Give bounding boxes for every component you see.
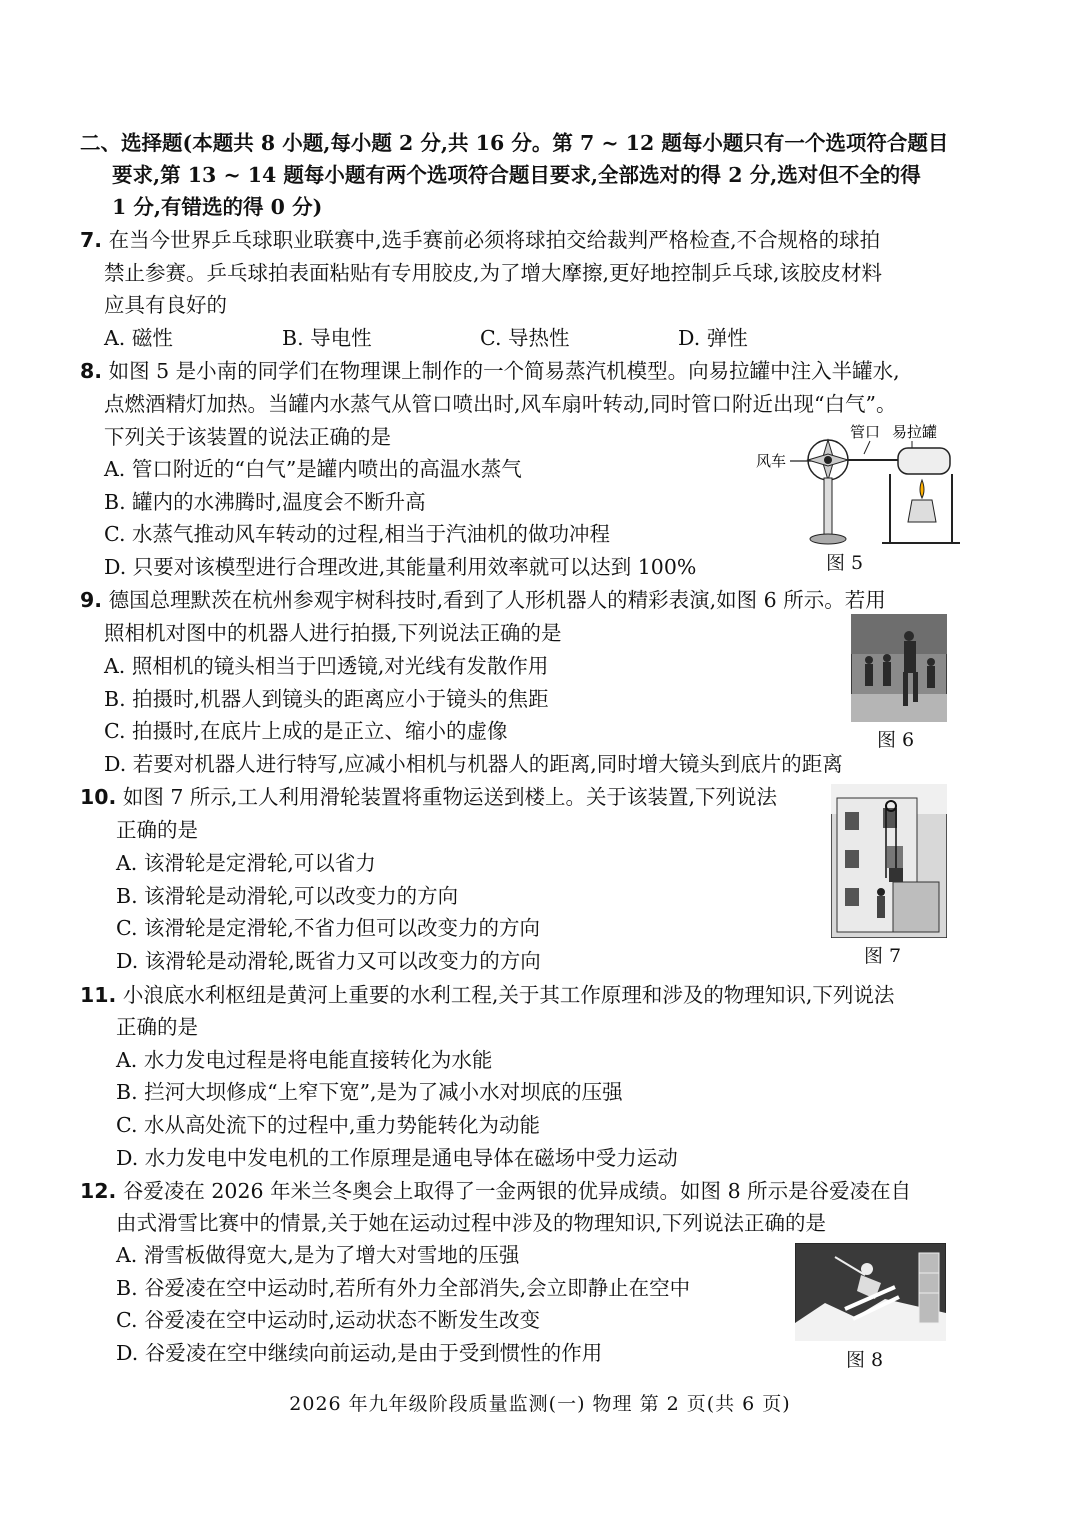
question-7-line-3: 应具有良好的 <box>104 293 227 317</box>
question-text: 谷爱凌在 2026 年米兰冬奥会上取得了一金两银的优异成绩。如图 8 所示是谷爱凌在自 <box>122 1179 912 1203</box>
question-11-line-2: 正确的是 <box>116 1015 198 1039</box>
q9-option-d: D. 若要对机器人进行特写,应减小相机与机器人的距离,同时增大镜头到底片的距离 <box>104 752 843 776</box>
question-12 <box>80 1176 911 1206</box>
question-number: 7. <box>80 228 103 252</box>
q9-option-c: C. 拍摄时,在底片上成的是正立、缩小的虚像 <box>104 719 508 743</box>
figure-7-caption: 图 7 <box>864 945 902 967</box>
question-8 <box>80 356 900 386</box>
q12-option-c: C. 谷爱凌在空中运动时,运动状态不断发生改变 <box>116 1308 541 1332</box>
question-11 <box>80 980 894 1010</box>
q8-option-c: C. 水蒸气推动风车转动的过程,相当于汽油机的做功冲程 <box>104 522 611 546</box>
section-header-line-3: 1 分,有错选的得 0 分) <box>112 195 323 219</box>
question-number: 9. <box>80 588 103 612</box>
question-number: 8. <box>80 359 103 383</box>
figure-6-robots-photo <box>851 614 947 722</box>
q10-option-d: D. 该滑轮是动滑轮,既省力又可以改变力的方向 <box>116 949 541 973</box>
q7-option-b: B. 导电性 <box>282 326 372 350</box>
q11-option-b: B. 拦河大坝修成“上窄下宽”,是为了减小水对坝底的压强 <box>116 1080 623 1104</box>
figure-5-steam-engine <box>752 418 962 550</box>
figure-8-skier-photo <box>795 1243 946 1341</box>
section-header-line-1: 二、选择题(本题共 8 小题,每小题 2 分,共 16 分。第 7 ~ 12 题每小题只有一个选项符合题目 <box>80 131 949 155</box>
question-9-line-2: 照相机对图中的机器人进行拍摄,下列说法正确的是 <box>104 621 562 645</box>
question-text: 德国总理默茨在杭州参观宇树科技时,看到了人形机器人的精彩表演,如图 6 所示。若用 <box>108 588 886 612</box>
q10-option-c: C. 该滑轮是定滑轮,不省力但可以改变力的方向 <box>116 916 541 940</box>
q11-option-d: D. 水力发电中发电机的工作原理是通电导体在磁场中受力运动 <box>116 1146 678 1170</box>
q11-option-c: C. 水从高处流下的过程中,重力势能转化为动能 <box>116 1113 541 1137</box>
q12-option-a: A. 滑雪板做得宽大,是为了增大对雪地的压强 <box>116 1243 520 1267</box>
question-12-line-2: 由式滑雪比赛中的情景,关于她在运动过程中涉及的物理知识,下列说法正确的是 <box>116 1211 827 1235</box>
q12-option-d: D. 谷爱凌在空中继续向前运动,是由于受到惯性的作用 <box>116 1341 603 1365</box>
question-text: 如图 7 所示,工人利用滑轮装置将重物运送到楼上。关于该装置,下列说法 <box>122 785 777 809</box>
question-8-line-2: 点燃酒精灯加热。当罐内水蒸气从管口喷出时,风车扇叶转动,同时管口附近出现“白气”。 <box>104 392 897 416</box>
section-header-line-2: 要求,第 13 ~ 14 题每小题有两个选项符合题目要求,全部选对的得 2 分,选对但不全的得 <box>112 163 921 187</box>
fig5-label-can: 易拉罐 <box>892 423 938 441</box>
page-footer: 2026 年九年级阶段质量监测(一) 物理 第 2 页(共 6 页) <box>289 1393 791 1415</box>
question-number: 11. <box>80 983 117 1007</box>
q7-option-d: D. 弹性 <box>678 326 748 350</box>
q12-option-b: B. 谷爱凌在空中运动时,若所有外力全部消失,会立即静止在空中 <box>116 1276 691 1300</box>
q8-option-b: B. 罐内的水沸腾时,温度会不断升高 <box>104 490 426 514</box>
figure-5-caption: 图 5 <box>826 552 864 574</box>
q8-option-d: D. 只要对该模型进行合理改进,其能量利用效率就可以达到 100% <box>104 555 697 579</box>
figure-8-caption: 图 8 <box>846 1349 884 1371</box>
fan-wheel <box>808 440 848 480</box>
figure-7-pulley-building <box>831 784 947 938</box>
q11-option-a: A. 水力发电过程是将电能直接转化为水能 <box>116 1048 493 1072</box>
q7-option-c: C. 导热性 <box>480 326 570 350</box>
question-7-line-2: 禁止参赛。乒乓球拍表面粘贴有专用胶皮,为了增大摩擦,更好地控制乒乓球,该胶皮材料 <box>104 261 883 285</box>
question-text: 如图 5 是小南的同学们在物理课上制作的一个简易蒸汽机模型。向易拉罐中注入半罐水, <box>108 359 900 383</box>
question-number: 12. <box>80 1179 117 1203</box>
fig5-label-pipe: 管口 <box>850 423 881 441</box>
question-text: 小浪底水利枢纽是黄河上重要的水利工程,关于其工作原理和涉及的物理知识,下列说法 <box>122 983 895 1007</box>
question-8-line-3: 下列关于该装置的说法正确的是 <box>104 425 391 449</box>
question-text: 在当今世界乒乓球职业联赛中,选手赛前必须将球拍交给裁判严格检查,不合规格的球拍 <box>108 228 881 252</box>
figure-6-caption: 图 6 <box>877 729 915 751</box>
q10-option-b: B. 该滑轮是动滑轮,可以改变力的方向 <box>116 884 459 908</box>
question-9 <box>80 585 886 615</box>
q9-option-a: A. 照相机的镜头相当于凹透镜,对光线有发散作用 <box>104 654 549 678</box>
question-7 <box>80 225 880 255</box>
question-number: 10. <box>80 785 117 809</box>
fig5-label-fan: 风车 <box>756 452 787 470</box>
q8-option-a: A. 管口附近的“白气”是罐内喷出的高温水蒸气 <box>104 457 522 481</box>
q7-option-a: A. 磁性 <box>104 326 173 350</box>
q9-option-b: B. 拍摄时,机器人到镜头的距离应小于镜头的焦距 <box>104 687 549 711</box>
question-10 <box>80 782 777 812</box>
q10-option-a: A. 该滑轮是定滑轮,可以省力 <box>116 851 376 875</box>
question-10-line-2: 正确的是 <box>116 818 198 842</box>
